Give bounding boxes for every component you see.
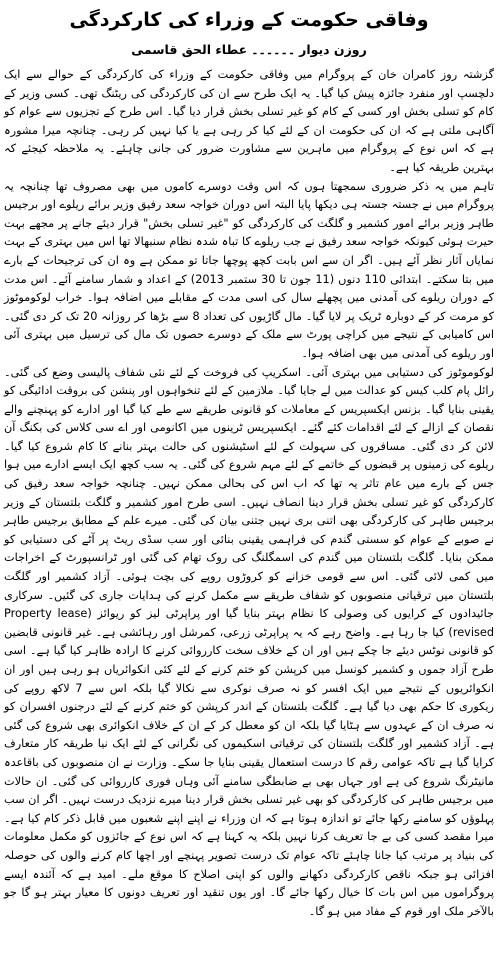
paragraph-3: لوکوموٹوز کی دستیابی میں بہتری آئی۔ اسکریپ کی فروخت کے لئے نئی شفاف پالیسی وضع کی گئی۔ رائل پام کلب کیس کو عدالت میں لے جایا گیا۔ ملازمین کے لئے تنخواہوں اور پنشن کی بروقت ادائیگی کو یقینی بنایا گیا۔ بزنس ایکسپریس کے معاملات کو قانونی طریقے سے طے کیا گیا اور ادارے کو پہنچنے والے نقصان کے ازالے کے لئے اقدامات کئے گئے۔ ایکسپریس ٹرینوں میں اکانومی اور اے سی کلاس کی بکنگ آن لائن کر دی گئی۔ مسافروں کی سہولت کے لئے اسٹیشنوں کی حالت بہتر بنانے کا کام شروع کیا گیا۔ ریلوے کی زمینوں پر قبضوں کے خاتمے کے لئے مہم شروع کی گئی۔ یہ سب کچھ ایک ایسے ادارے میں ہوا جس کے بارے میں عام تاثر یہ تھا کہ اب اس کی بحالی ممکن نہیں۔ چنانچہ خواجہ سعد رفیق کی کارکردگی کو غیر تسلی بخش قرار دینا انصاف نہیں۔ اسی طرح امور کشمیر و گلگت بلتستان کے وزیر برجیس طاہر کی کارکردگی بھی اتنی بری نہیں جتنی بیان کی گئی۔ میرے علم کے مطابق برجیس طاہر نے صوبے کے عوام کو سستی گندم کی فراہمی یقینی بنائی اور سب سڈی ریٹ پر آٹے کی دستیابی کو ممکن بنایا۔ گلگت بلتستان میں گندم کی اسمگلنگ کی روک تھام کی گئی اور ٹرانسپورٹ کے اخراجات میں کمی لائی گئی۔ اس سے قومی خزانے کو کروڑوں روپے کی بچت ہوئی۔ آزاد کشمیر اور گلگت بلتستان میں ترقیاتی منصوبوں کو شفاف طریقے سے مکمل کرنے کی ہدایات جاری کی گئیں۔ سرکاری جائیدادوں کے کرایوں کی وصولی کا نظام بہتر بنایا گیا اور پراپرٹی لیز کو ریوائز (Property lease revised) کیا جا رہا ہے۔ واضح رہے کہ یہ پراپرٹی زرعی، کمرشل اور رہائشی ہے۔ غیر قانونی قابضین کو قانونی نوٹس دیئے جا چکے ہیں اور ان کے خلاف سخت کارروائی کرنے کا ارادہ ظاہر کیا گیا ہے۔ اسی طرح آزاد جموں و کشمیر کونسل میں کرپشن کو ختم کرنے کے لئے کئی انکوائریاں ہو رہی ہیں اور ان انکوائریوں کے نتیجے میں ایک افسر کو نہ صرف نوکری سے نکالا گیا بلکہ اس سے 7 لاکھ روپے کی ریکوری کا حکم بھی دیا گیا ہے۔ گلگت بلتستان کے اندر کرپشن کو ختم کرنے کے لئے درجنوں افسران کو نہ صرف ان کے عہدوں سے ہٹایا گیا بلکہ ان کو معطل کر کے ان کے خلاف انکوائری بھی شروع کی گئی ہے۔ آزاد کشمیر اور گلگت بلتستان کی ترقیاتی اسکیموں کی نگرانی کے لئے ایک نیا طریقہ کار متعارف کرایا گیا ہے تاکہ عوامی رقم کا درست استعمال یقینی بنایا جا سکے۔ وزارت نے ان منصوبوں کی باقاعدہ مانیٹرنگ شروع کی ہے اور جہاں بھی بے ضابطگی سامنے آئی وہاں فوری کارروائی کی گئی۔ ان حالات میں برجیس طاہر کی کارکردگی کو بھی غیر تسلی بخش قرار دینا میرے نزدیک درست نہیں۔ اگر ان سب پہلوؤں کو سامنے رکھا جائے تو اندازہ ہوتا ہے کہ ان وزراء نے اپنے اپنے شعبوں میں قابل ذکر کام کیا ہے۔ میرا مقصد کسی کی بے جا تعریف کرنا نہیں بلکہ یہ کہنا ہے کہ اس نوع کے جائزوں کو مکمل معلومات کی بنیاد پر مرتب کیا جانا چاہئے تاکہ عوام تک درست تصویر پہنچے اور اچھا کام کرنے والوں کی حوصلہ افزائی ہو جبکہ ناقص کارکردگی دکھانے والوں کو اپنی اصلاح کا موقع ملے۔ امید ہے کہ آئندہ ایسے پروگراموں میں اس بات کا خیال رکھا جائے گا۔ اور یوں تنقید اور تعریف دونوں کا معیار بہتر ہو گا جو بالآخر ملک اور قوم کے مفاد میں ہو گا۔	[4, 365, 495, 918]
author-name: عطاء الحق قاسمی	[131, 42, 248, 57]
article-body	[4, 66, 494, 921]
byline	[4, 40, 494, 60]
column-name: روزن دیوار	[299, 42, 367, 57]
article-headline: وفاقی حکومت کے وزراء کی کارکردگی	[69, 9, 429, 31]
byline-separator: ۔۔۔۔۔۔	[251, 42, 296, 57]
paragraph-1: گزشتہ روز کامران خان کے پروگرام میں وفاقی حکومت کے وزراء کی کارکردگی کے حوالے سے ایک دلچسپ اور منفرد جائزہ پیش کیا گیا۔ یہ ایک طرح سے ان کی کارکردگی کی ریٹنگ تھی۔ کسی وزیر کے کام کو تسلی بخش اور کسی کے کام کو غیر تسلی بخش قرار دیا گیا۔ اس طرح کے تجزیوں سے عوام کو آگاہی ملتی ہے کہ ان کی حکومت ان کے لئے کیا کر رہی ہے یا کیا نہیں کر رہی۔ چنانچہ میرا مشورہ ہے کہ اس نوع کے پروگرام میں ماہرین سے مشاورت ضرور کی جانی چاہئے۔ یہ ملاحظہ کیجئے کہ بہترین طریقہ کیا ہے۔	[4, 68, 494, 174]
paragraph-2: تاہم میں یہ ذکر ضروری سمجھتا ہوں کہ اس وقت دوسرے کاموں میں بھی مصروف تھا چنانچہ یہ پروگرام میں نے جستہ جستہ ہی دیکھا پایا البتہ اس دوران خواجہ سعد رفیق وزیر برائے ریلوے اور برجیس طاہر وزیر برائے امور کشمیر و گلگت کی کارکردگی کو "غیر تسلی بخش" قرار دیئے جانے پر مجھے بہت حیرت ہوئی کیونکہ خواجہ سعد رفیق نے جب ریلوے کا تباہ شدہ نظام سنبھالا تھا اس میں بہتری کے بہت نمایاں آثار نظر آئے ہیں۔ اگر ان سے اس بابت کچھ پوچھا جاتا تو ممکن ہے وہ ان کی ترجیحات کے بارے میں بتا سکتے۔ ابتدائی 110 دنوں (11 جون تا 30 ستمبر 2013) کے اعداد و شمار سامنے آئے۔ اس مدت کے دوران ریلوے کی آمدنی میں پچھلے سال کی اسی مدت کے مقابلے میں اضافہ ہوا۔ خراب لوکوموٹوز کو مرمت کر کے دوبارہ ٹریک پر لایا گیا۔ مال گاڑیوں کی تعداد 8 سے بڑھا کر روزانہ 20 تک کر دی گئی۔ اس کامیابی کے نتیجے میں کراچی پورٹ سے ملک کے دوسرے حصوں تک مال کی ترسیل میں بہتری آئی اور ریلوے کی آمدنی میں بھی اضافہ ہوا۔	[4, 179, 495, 360]
